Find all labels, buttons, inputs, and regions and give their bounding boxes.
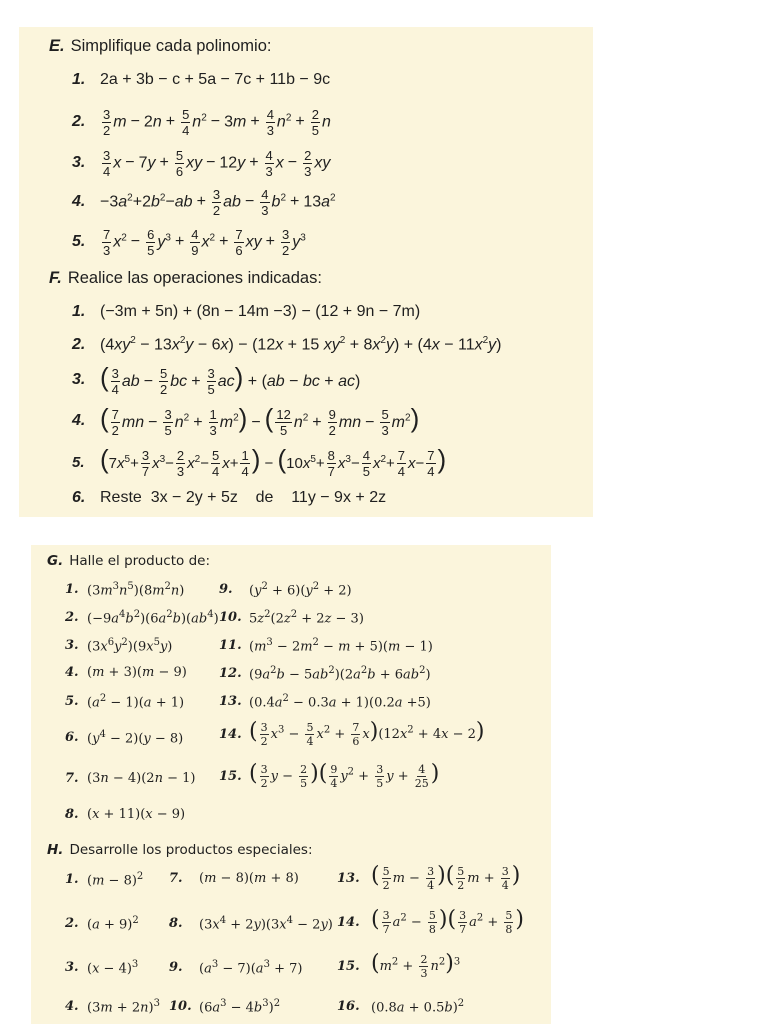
exercise-h14: 14. ( $\frac{3}{7}$ $a^2$ − $\frac{5}{8}$ )( $\frac{3}{7}$ $a^2$ + $\frac{5}{8}$ ) xyxy=(337,907,524,936)
exercise-h9: 9. $(a^3 - 7)(a^3 + 7)$ xyxy=(169,959,303,977)
exercise-f2: 2. $(4xy^2 - 13x^2y - 6x) - (12x + 15$ $xy^2 + 8x^2y) + (4x - 11x^2y)$ xyxy=(72,335,502,354)
exercise-g9: 9. $(y^2 + 6)(y^2 + 2)$ xyxy=(219,581,352,599)
exercise-h1: 1. $(m - 8)^2$ xyxy=(65,871,144,889)
exercise-g3: 3. $(3x^6y^2)(9x^5y)$ xyxy=(65,637,173,655)
exercise-g11: 11. $(m^3 - 2m^2 - m + 5)(m - 1)$ xyxy=(219,637,433,655)
exercise-g13: 13. $(0.4a^2 - 0.3a + 1)(0.2a +5)$ xyxy=(219,693,431,711)
exercise-g15: 15. ( $\frac{3}{2}$ y − $\frac{2}{5}$ )( $\frac{9}{4}$ $y^2$ + $\frac{3}{5}$ y + $\frac{4}{25}$ ) xyxy=(219,761,440,790)
exercise-e1: 1. 2a + 3b − c + 5a − 7c + 11b − 9c xyxy=(72,71,331,88)
exercise-g1: 1. $(3m^3n^5)(8m^2n)$ xyxy=(65,581,185,599)
exercise-h8: 8. $(3x^4 + 2y)(3x^4 - 2y)$ xyxy=(169,915,333,933)
exercise-h10: 10. $(6a^3 - 4b^3)^2$ xyxy=(169,998,281,1016)
exercise-e2: 2. $\frac{3}{2}$ m − 2n + $\frac{5}{4}$ $n^2 - 3m$ + $\frac{4}{3}$ $n^2$ + $\frac{2}{5}$ n xyxy=(72,106,331,138)
section-g-heading: G. Halle el producto de: xyxy=(47,553,210,569)
exercise-f1: 1. (−3m + 5n) + (8n − 14m −3) − (12 + 9n − 7m) xyxy=(72,303,421,320)
exercise-h13: 13. ( $\frac{5}{2}$ m − $\frac{3}{4}$ )( $\frac{5}{2}$ m + $\frac{3}{4}$ ) xyxy=(337,863,521,892)
section-f-heading: F. Realice las operaciones indicadas: xyxy=(49,269,322,287)
exercise-f5: 5. ($7x^5+$ $\frac{3}{7}$ $x^3-$ $\frac{2}{3}$ $x^2-$ $\frac{5}{4}$ x+ $\frac{1}{4}$ ) − ($10x^5+$ $\frac{8}{7}$ $x^3-$ $\frac{4}{5}$ $x^2+$ $\frac{7}{4}$ x− $\frac{7}{4}$ ) xyxy=(72,443,447,480)
exercise-h2: 2. $(a + 9)^2$ xyxy=(65,915,139,933)
exercise-g6: 6. $(y^4 - 2)(y - 8)$ xyxy=(65,729,184,747)
exercise-g10: 10. $5z^2(2z^2 + 2z - 3)$ xyxy=(219,609,364,627)
exercise-h7: 7. (m − 8)(m + 8) xyxy=(169,871,299,886)
exercise-g5: 5. $(a^2 - 1)(a + 1)$ xyxy=(65,693,185,711)
exercise-g14: 14. ( $\frac{3}{2}$ $x^3$ − $\frac{5}{4}$ $x^2$ + $\frac{7}{6}$ $x)(12x^2 + 4x - 2)$ xyxy=(219,719,485,748)
exercise-g8: 8. (x + 11)(x − 9) xyxy=(65,807,186,822)
exercise-f3: 3. ( $\frac{3}{4}$ ab − $\frac{5}{2}$ bc + $\frac{3}{5}$ ac) + (ab − bc + ac) xyxy=(72,361,361,398)
exercise-g12: 12. $(9a^2b - 5ab^2)(2a^2b + 6ab^2)$ xyxy=(219,665,431,683)
exercise-h3: 3. $(x - 4)^3$ xyxy=(65,959,139,977)
exercise-h4: 4. $(3m + 2n)^3$ xyxy=(65,998,160,1016)
exercise-f4: 4. ( $\frac{7}{2}$ mn − $\frac{3}{5}$ $n^2$ + $\frac{1}{3}$ $m^2$) − ( $\frac{12}{5}$ $n^2$ + $\frac{9}{2}$ mn − $\frac{5}{3}$ $m^2$) xyxy=(72,402,420,439)
exercise-e3: 3. $\frac{3}{4}$ x − 7y + $\frac{5}{6}$ xy − 12y + $\frac{4}{3}$ x − $\frac{2}{3}$ xy xyxy=(72,147,331,179)
exercise-e4: 4. $-3a^2+2b^2-ab$ + $\frac{3}{2}$ ab − $\frac{4}{3}$ $b^2 + 13a^2$ xyxy=(72,186,336,218)
exercise-h16: 16. $(0.8a + 0.5b)^2$ xyxy=(337,998,465,1016)
exercise-g4: 4. (m + 3)(m − 9) xyxy=(65,665,187,680)
exercise-g2: 2. $(-9a^4b^2)(6a^2b)(ab^4)$ xyxy=(65,609,219,627)
exercise-g7: 7. (3n − 4)(2n − 1) xyxy=(65,771,196,786)
exercise-e5: 5. $\frac{7}{3}$ $x^2$ − $\frac{6}{5}$ $y^3$ + $\frac{4}{9}$ $x^2$ + $\frac{7}{6}$ xy + $\frac{3}{2}$ $y^3$ xyxy=(72,226,306,258)
exercise-f6: 6. Reste 3x − 2y + 5z de 11y − 9x + 2z xyxy=(72,489,387,506)
section-h-heading: H. Desarrolle los productos especiales: xyxy=(47,842,313,858)
exercise-panel-ef xyxy=(19,27,593,517)
section-e-heading: E. Simplifique cada polinomio: xyxy=(49,37,272,55)
exercise-h15: 15. ($m^2$ + $\frac{2}{3}$ $n^2)^3$ xyxy=(337,951,461,980)
exercise-panel-gh xyxy=(31,545,551,1024)
